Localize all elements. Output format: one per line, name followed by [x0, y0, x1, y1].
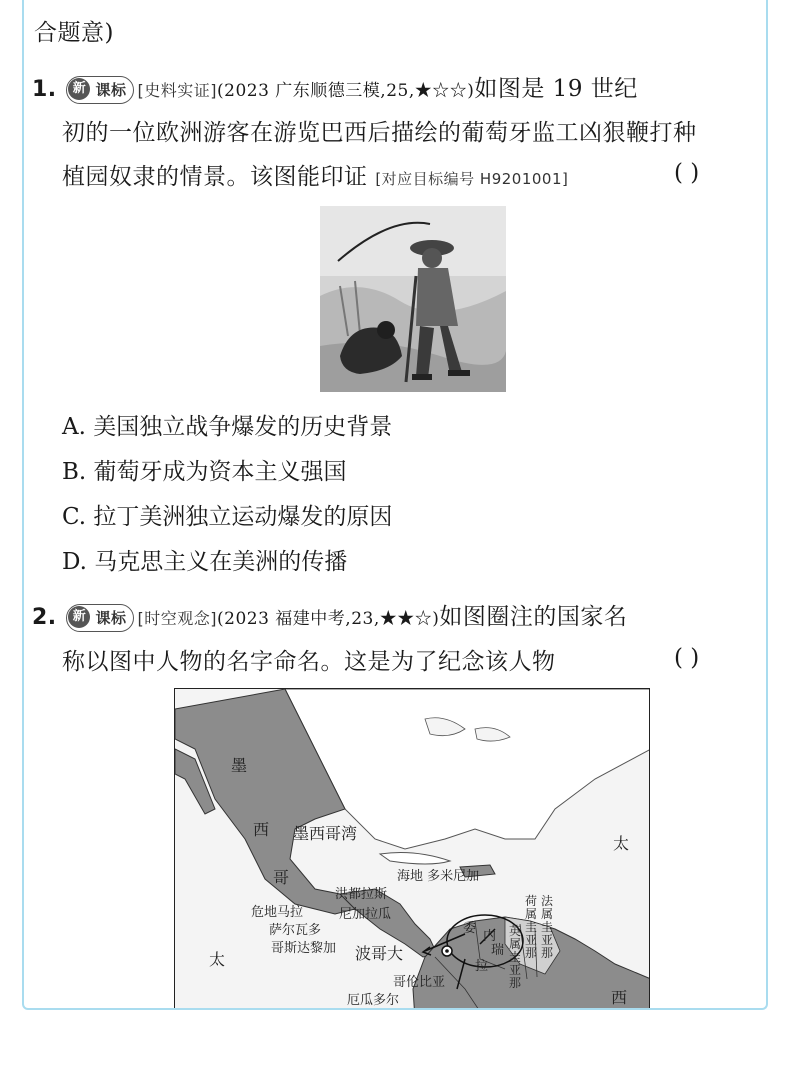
new-icon: 新: [68, 78, 90, 100]
q1-answer-blank[interactable]: ( ): [674, 160, 700, 186]
q1-option-c[interactable]: C. 拉丁美洲独立运动爆发的原因: [62, 504, 393, 530]
q1-option-a[interactable]: A. 美国独立战争爆发的历史背景: [62, 414, 393, 440]
q2-line-1: [32, 598, 627, 632]
new-curriculum-badge: [66, 76, 133, 104]
slave-whipping-illustration: [320, 206, 506, 392]
map-label-mexico-1: 墨: [231, 756, 248, 775]
map-label-bogota: 波哥大: [355, 944, 404, 963]
map-drawing: [175, 689, 650, 1010]
map-label-costa-rica: 哥斯达黎加: [271, 941, 337, 956]
question-panel: [22, 0, 768, 1010]
previous-question-tail: 合题意): [34, 20, 114, 46]
map-label-haiti-dr: 海地 多米尼加: [397, 869, 480, 884]
q1-source: (2023 广东顺德三模,25,★☆☆): [217, 81, 475, 101]
map-label-guatemala: 危地马拉: [251, 905, 304, 920]
q2-stem-part-1: 如图圈注的国家名: [439, 604, 628, 630]
q1-option-d[interactable]: D. 马克思主义在美洲的传播: [62, 549, 348, 575]
map-label-venezuela-2: 内: [483, 929, 497, 944]
q1-stem-part-3: 植园奴隶的情景。该图能印证: [62, 164, 368, 190]
engraving-drawing: [320, 206, 506, 392]
map-label-atlantic-2: 西: [611, 988, 628, 1007]
map-label-honduras: 洪都拉斯: [335, 887, 388, 902]
map-label-atlantic-1: 太: [613, 834, 630, 853]
q1-number: 1.: [32, 77, 57, 102]
q1-stem-part-1: 如图是 19 世纪: [474, 76, 638, 102]
map-label-pacific: 太: [209, 950, 226, 969]
q1-stem-part-2: 初的一位欧洲游客在游览巴西后描绘的葡萄牙监工凶狠鞭打种: [62, 120, 697, 146]
q1-target-code: [对应目标编号 H9201001]: [375, 170, 569, 188]
q2-source: (2023 福建中考,23,★★☆): [217, 609, 440, 629]
map-label-dutch-guiana: 荷属圭亚那: [525, 894, 538, 960]
map-label-mexico-2: 西: [253, 820, 270, 839]
map-label-venezuela-3: 瑞: [491, 943, 505, 958]
map-label-mexico-3: 哥: [273, 868, 290, 887]
q1-option-b[interactable]: B. 葡萄牙成为资本主义强国: [62, 459, 347, 485]
map-label-nicaragua: 尼加拉瓜: [339, 907, 392, 922]
q2-number: 2.: [32, 605, 57, 630]
q2-tag: [时空观念]: [137, 609, 217, 628]
map-label-ecuador: 厄瓜多尔: [347, 993, 400, 1008]
q2-stem-part-2: 称以图中人物的名字命名。这是为了纪念该人物: [62, 649, 556, 675]
map-label-colombia: 哥伦比亚: [393, 975, 446, 990]
q1-tag: [史料实证]: [137, 81, 217, 100]
latin-america-map: [174, 688, 650, 1010]
map-label-venezuela-4: 拉: [475, 959, 489, 974]
q1-line-3: [62, 158, 568, 191]
badge-label: 课标: [95, 81, 127, 99]
new-curriculum-badge: [66, 604, 133, 632]
new-icon: 新: [68, 606, 90, 628]
map-label-venezuela-1: 委: [463, 921, 477, 936]
badge-label: 课标: [95, 609, 127, 627]
q2-answer-blank[interactable]: ( ): [674, 645, 700, 671]
map-label-british-guiana: 英属圭亚那: [509, 924, 522, 990]
map-label-el-salvador: 萨尔瓦多: [269, 923, 322, 938]
q1-line-1: [32, 70, 638, 104]
map-label-french-guiana: 法属圭亚那: [541, 894, 554, 960]
map-label-gulf: 墨西哥湾: [293, 824, 358, 843]
